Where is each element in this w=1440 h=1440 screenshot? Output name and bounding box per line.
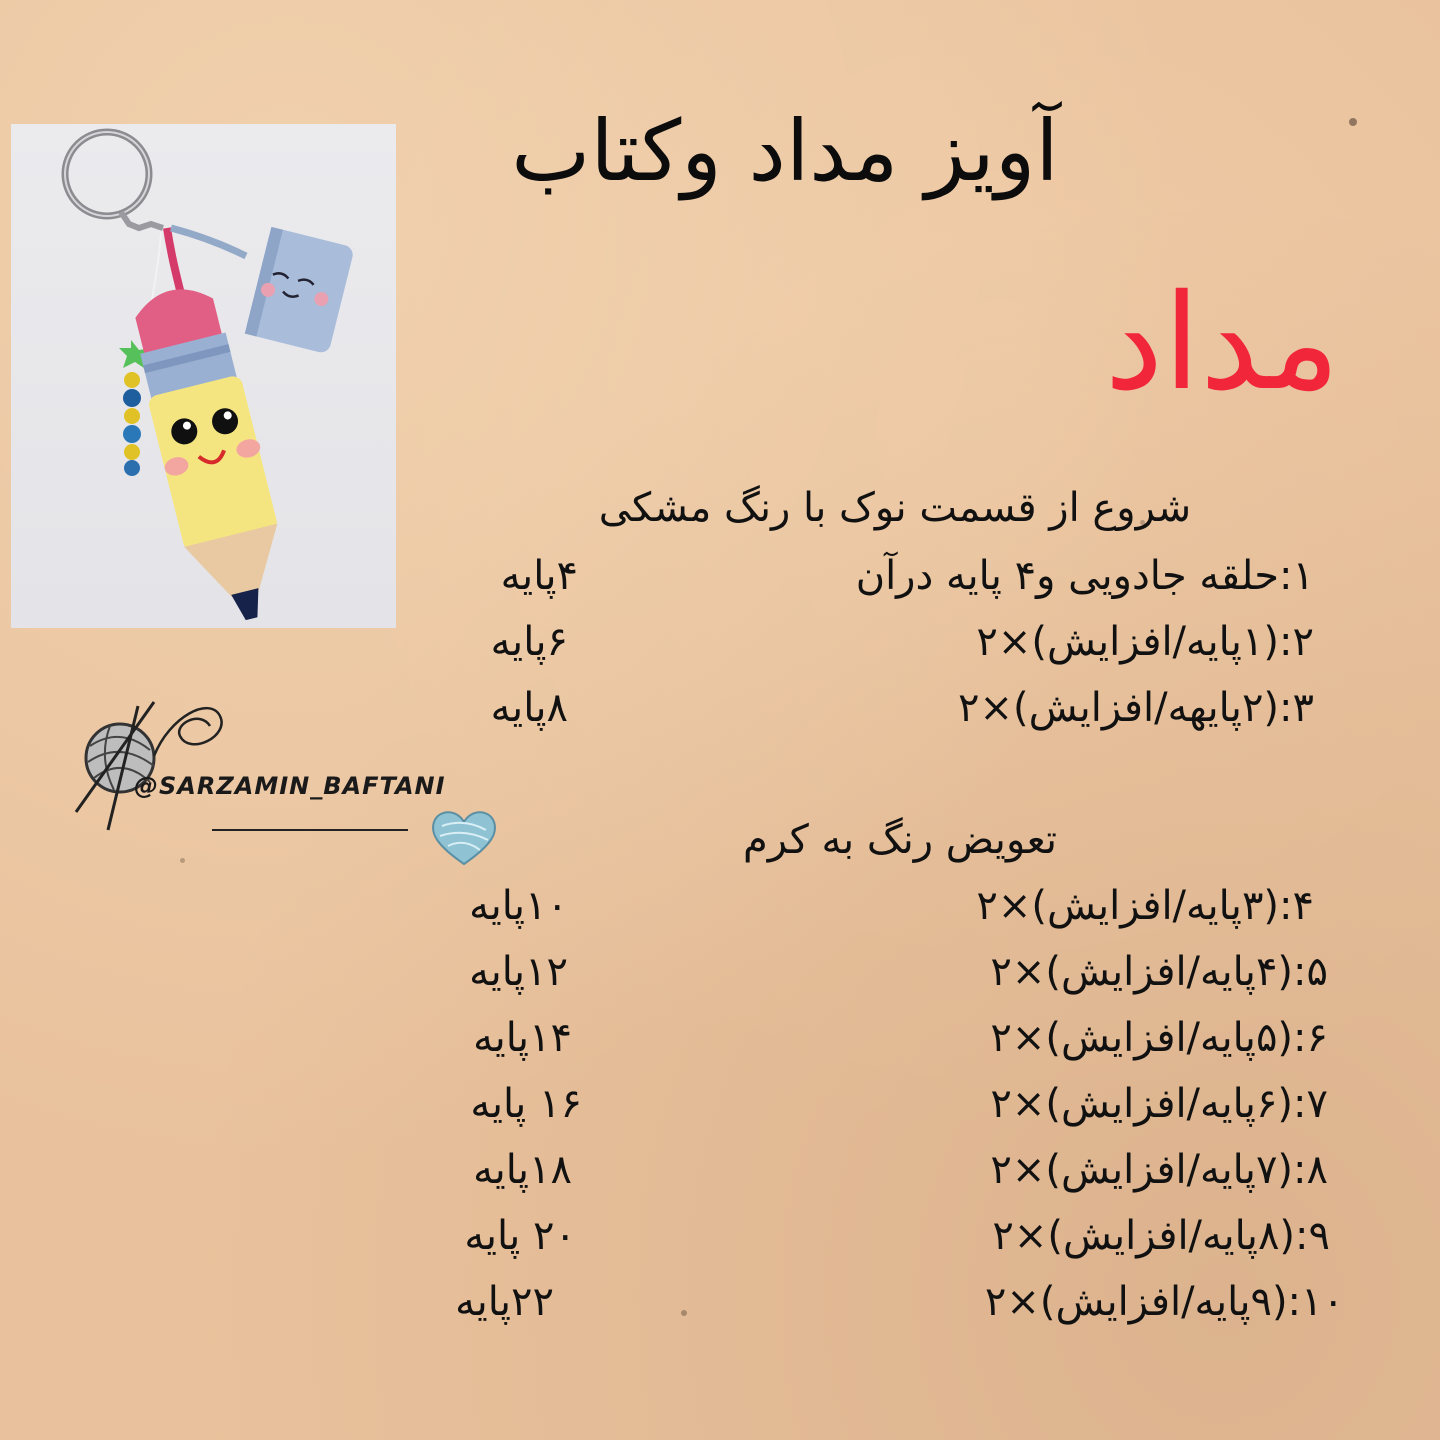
watermark-handle: @SARZAMIN_BAFTANI [134, 772, 446, 800]
row-count: ۱۴پایه [473, 1015, 572, 1061]
row-count: ۱۸پایه [473, 1147, 572, 1193]
part2-heading: تعویض رنگ به کرم [742, 817, 1058, 863]
row-count: ۸پایه [490, 685, 568, 731]
row-count: ۲۲پایه [455, 1279, 554, 1325]
yarn-heart-icon [428, 808, 500, 868]
crochet-pencil-keychain-illustration [11, 124, 396, 628]
row-instruction: ۵:(۴پایه/افزایش)×۲ [990, 949, 1328, 995]
row-count: ۱۶ پایه [470, 1081, 582, 1127]
product-photo [11, 124, 396, 628]
row-count: ۱۲پایه [469, 949, 568, 995]
paper-speck [180, 858, 185, 863]
row-instruction: ۴:(۳پایه/افزایش)×۲ [976, 883, 1314, 929]
yarn-ball-logo-icon [70, 696, 230, 836]
row-instruction: ۹:(۸پایه/افزایش)×۲ [992, 1213, 1330, 1259]
row-instruction: ۲:(۱پایه/افزایش)×۲ [976, 619, 1314, 665]
row-instruction: ۸:(۷پایه/افزایش)×۲ [990, 1147, 1328, 1193]
row-count: ۲۰ پایه [464, 1213, 576, 1259]
section-title-pencil: مداد [1104, 266, 1340, 420]
paper-speck [1349, 118, 1357, 126]
page-title: آویز مداد وکتاب [511, 102, 1059, 200]
row-instruction: ۱۰:(۹پایه/افزایش)×۲ [984, 1279, 1344, 1325]
row-instruction: ۱:حلقه جادویی و۴ پایه درآن [855, 553, 1314, 599]
part1-heading: شروع از قسمت نوک با رنگ مشکی [598, 485, 1192, 531]
row-instruction: ۷:(۶پایه/افزایش)×۲ [990, 1081, 1328, 1127]
row-count: ۱۰پایه [469, 883, 568, 929]
paper-speck [681, 1310, 687, 1316]
row-instruction: ۳:(۲پایهه/افزایش)×۲ [957, 685, 1314, 731]
row-instruction: ۶:(۵پایه/افزایش)×۲ [990, 1015, 1328, 1061]
watermark-divider [212, 829, 408, 831]
row-count: ۶پایه [490, 619, 568, 665]
row-count: ۴پایه [500, 553, 578, 599]
